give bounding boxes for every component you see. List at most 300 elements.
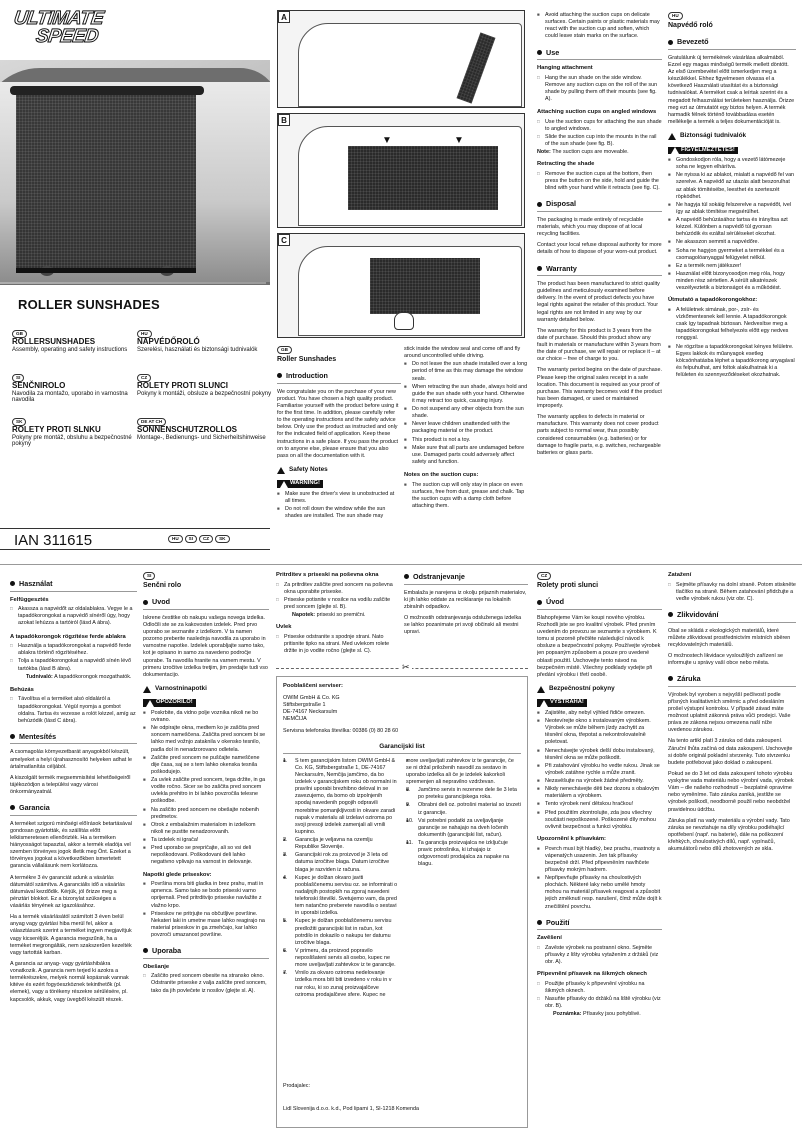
list-item: □ Akassza a napvédőt az oldalablakra. Vegye le a tapadókorongokat a napvédő sínéről úgy, hogy azokat lehúzza a tartóiról (lásd A ábra). [10, 606, 137, 627]
figure-panel-a [277, 10, 525, 108]
retailer-block [283, 1083, 523, 1113]
item-text: Jamčimo servis in rezervne dele še 3 leta po preteku garancijskega roka. [418, 787, 517, 801]
note-text: A tapadókorongok mozgathatók. [54, 673, 132, 680]
list-item: ■ This product is not a toy. [404, 437, 528, 444]
list-item [406, 802, 521, 816]
warning-triangle-icon [280, 481, 288, 488]
item-number: ■ 5. [283, 918, 288, 925]
panel-letter: B [278, 114, 290, 126]
bottom-rail [16, 268, 196, 273]
warning-triangle-icon [277, 467, 285, 474]
paragraph: Iskrene čestitke ob nakupu vašega novega izdelka. Odločili ste se za kakovosten izdelek. Pred prvo uporabo se seznanite z izdelkom. V ta namen pozorno preberite naslednja navodila za uporabo in varnostne napotke. Izdelek uporabljajte samo tako, kot je opisano in samo za navedeno področje uporabe. Ta navodila hranite na varnem mestu. V primeru izročitve izdelka tretjim, jim predajte tudi vso dokumentacijo. [143, 614, 268, 678]
item-number: ■ 3. [283, 852, 288, 859]
section-heading [537, 597, 662, 610]
cz-column [537, 572, 662, 1128]
cz-cont-column [668, 572, 796, 1128]
list-item: ■ A felületnek simának, por-, zsír- és vízkőmentesnek kell lennie. A tapadókorongok csak így tapadnak biztosan. Nedvesítse meg a tapadókorongokat felhelyezés előtt egy nedves ronggyal. [668, 307, 796, 343]
warning-triangle-icon [537, 686, 545, 693]
list-item: ■ Nepřipevňujte přísavky na choulostivých plochách. Některé laky nebo umělé hmoty mohou na materiál přísavek reagovat a způsobit jejich změknutí resp. narušení, čímž může dojít k znečištění povrchu. [537, 875, 662, 911]
bullet-icon [277, 373, 282, 378]
list-item: ■ A napvédő behúzásához tartsa és irányítsa azt kézzel. Különben a napvédő túl gyorsan behúzódik és ezáltal sérüléseket okozhat. [668, 217, 796, 238]
ian-badge: SI [185, 535, 197, 543]
list-item: □ Priseske potisnite v nosilce na vodilu zaščite pred soncem (glejte sl. B). [276, 597, 399, 611]
list-item [406, 818, 521, 839]
list-item: □ Nasuňte přísavky do držáků na liště výrobku (viz obr. B). [537, 996, 662, 1010]
lang-hu [137, 330, 277, 353]
item-text: Kupec je dolžan pooblaščenemu servisu predložiti garancijski list in račun, kot potrdilo in dokazilo o nakupu ter datumu izročitve blaga. [295, 918, 392, 946]
lang-badge: HU [137, 330, 152, 338]
paragraph: We congratulate you on the purchase of your new product. You have chosen a high quality product. Familiarise yourself with the product before using it for the first time. In addition, please carefully refer to the operating instructions and the safety advice below. Only use the product as instructed and only for the indicated field of application. Keep these instructions in a safe place. If you pass the product on to anyone else, please ensure that you also pass on all the documentation with it. [277, 388, 399, 459]
bullet-icon [537, 920, 542, 925]
sunshade-mesh [16, 92, 196, 272]
item-text: Vrnilo za okvaro oziroma nedelovanje izdelka mora biti biti izvedeno v roku in v nar roku, ki so zunaj proizvajalčeve oziroma prodajalčeve sfere. Kupec ne [295, 970, 392, 998]
panel-letter: C [278, 234, 290, 246]
list-item: ■ Do not suspend any other objects from the sun shade. [404, 406, 528, 420]
lang-gb [12, 330, 132, 353]
bullet-icon [10, 581, 15, 586]
list-item [406, 840, 521, 869]
list-item [283, 852, 398, 873]
list-item: ■ Nenechávejte výrobek delší dobu instalovaný, těsnění okna se může poškodit. [537, 748, 662, 762]
list-item: □ Zavěste výrobek na postranní okno. Sejměte přísavky z lišty výrobku vytažením z držáků (viz obr. A). [537, 945, 662, 966]
warning-text: FIGYELMEZTETÉS! [681, 146, 735, 153]
gb-column-1 [277, 346, 401, 558]
address-line: OWIM GmbH & Co. KG [283, 694, 340, 701]
item-text: Garancijski rok za proizvod je 3 leta od datuma izročitve blaga. Datum izročitve blaga je razviden iz računa. [295, 852, 390, 873]
paragraph: O možnostech likvidace vysloužilých zařízení se informujte u správy vaší obce nebo města. [668, 652, 784, 667]
guarantee-card [276, 676, 528, 1128]
safety-heading [537, 685, 662, 693]
subheading: Hanging attachment [537, 65, 593, 71]
list-item: ■ The suction cup will only stay in place on even surfaces, free from dust, grease and chalk. Tap the suction cups with a damp cloth before attaching them. [404, 482, 528, 511]
product-title: ROLLER SUNSHADES [18, 297, 160, 312]
section-title: Garancia [19, 803, 50, 813]
lang-title: ROLLERSUNSHADES [12, 337, 96, 347]
si-cont-right [404, 572, 528, 662]
paragraph: Záruka platí na vady materiálu a výrobní vady. Tato záruka se nevztahuje na díly výrobku podléhající opotřebení (např. na baterie), dále na poškození křehkých, choulostivých dílů, např. vypínačů, akumulátorů nebo dílů zhotovených ze skla. [668, 817, 790, 853]
note [537, 1011, 662, 1018]
subheading: Napotki glede priseskov: [143, 871, 212, 878]
list-item: ■ Tento výrobek není dětskou hračkou! [537, 801, 662, 808]
list-item [406, 758, 521, 787]
note [537, 149, 662, 156]
section-heading [537, 264, 662, 277]
paragraph: Embalaža je narejena iz okolju prijaznih materialov, ki jih lahko oddate za reciklaranje na lokalnih zbiralnih odpadkov. [404, 589, 527, 610]
section-title: Záruka [677, 674, 701, 684]
note-label: Napotek: [292, 612, 316, 619]
list-item: ■ Ne odpirajte okna, medtem ko je zaščita pred soncem nameščena. Zaščita pred soncem bi se lahko med vožnjo zataknila v okensko tesnilo, padla dol in nenadzorovano odletela. [143, 725, 269, 754]
ian-badge: CZ [199, 535, 213, 543]
list-item: □ Priseske odstranite s spodnje strani. Nato pritisnite tipko na strani. Med uvlekom rolete držite in jo vodite ročno (glejte sl. C). [276, 634, 399, 655]
section-heading [143, 946, 269, 959]
list-item: ■ Make sure that all parts are undamaged before use. Damaged parts could adversely affect safety and function. [404, 445, 528, 466]
list-item: ■ Na zaščito pred soncem ne obešajte nobenih predmetov. [143, 807, 269, 821]
section-heading [537, 918, 662, 931]
bullet-icon [404, 574, 409, 579]
lang-sub: Montage-, Bedienungs- und Sicherheitshinweise [137, 434, 266, 441]
warning-triangle-icon [671, 147, 679, 154]
paragraph: The warranty for this product is 3 years from the date of purchase. Should this product show any fault in materials or manufacture within 3 years from the date of purchase, we will repair or replace it – at our choice – free of charge to you. [537, 327, 661, 363]
paragraph: A termékre 3 év garanciát adunk a vásárlás dátumától számítva. A garanciális idő a vásárlás dátumával kezdődik. Kérjük, jól őrizze meg a pénztári blokkot. Ez a bizonylat szükséges a vásárlás tényének az igazolásához. [10, 874, 125, 910]
safety-heading [277, 466, 401, 474]
ian-badges [168, 535, 230, 543]
gb-title: Roller Sunshades [277, 356, 337, 363]
lang-de [137, 418, 277, 441]
warning-label [668, 147, 738, 155]
lang-badge: CZ [137, 374, 151, 382]
list-item: ■ Površina mora biti gladka in brez prahu, mati in apnenca. Samo tako se bodo priseski varno oprijemali. Pred pritrditvijo priseske navlažite z vlažno krpo. [143, 881, 269, 910]
paragraph: A kiszolgált termék megsemmisítési lehetőségeiről tájékozódjon a települési vagy városi önkormányzatnál. [10, 774, 131, 796]
section-title: Használat [19, 579, 53, 588]
note [276, 612, 399, 619]
lang-sub: Pokyny pre montáž, obsluhu a bezpečnostné pokyny [12, 434, 132, 448]
warning-triangle-icon [143, 686, 151, 693]
subheading: Retracting the shade [537, 161, 595, 168]
lang-badge: SI [12, 374, 24, 382]
section-title: Bevezető [677, 37, 709, 47]
section-title: Use [546, 47, 560, 57]
item-text: Garancija je veljavna na ozemlju Republike Slovenije. [295, 837, 373, 851]
list-item: ■ Ta izdelek ni igrača! [143, 837, 269, 844]
retailer-label: Prodajalec: [283, 1083, 310, 1089]
guarantee-list-left [283, 758, 398, 1000]
safety-heading [668, 132, 796, 140]
list-item: ■ Ne akasszon semmit a napvédőre. [668, 239, 796, 246]
subheading: Obešanje [143, 963, 170, 970]
section-heading [404, 572, 528, 585]
paragraph: The product has been manufactured to strict quality guidelines and meticulously examined before delivery. In the event of product defects you have legal rights against the retailer of this product. Your legal rights are not limited in any way by our warranty detailed below. [537, 281, 660, 323]
lang-badge: DE AT CH [137, 418, 166, 426]
subheading: A tapadókorongok rögzítése ferde ablakra [10, 633, 126, 640]
list-item: □ Remove the suction cups at the bottom, then press the button on the side, hold and guide the blind with your hand while it retracts (see fig. C). [537, 171, 662, 192]
bullet-icon [537, 266, 542, 271]
section-title: Uvod [152, 597, 170, 607]
subheading: Felfüggesztés [10, 596, 49, 603]
section-heading [537, 48, 662, 61]
section-heading [668, 610, 796, 623]
gb-column-3 [537, 12, 662, 560]
figure-panel-c [277, 233, 525, 338]
ian-number: IAN 311615 [14, 532, 93, 549]
list-item: ■ Před použitím zkontrolujte, zda jsou všechny součásti nepoškozené. Poškozené díly mohou ovlivnit bezpečnost a funkci výrobku. [537, 810, 662, 831]
section-title: Použití [546, 917, 570, 927]
bullet-icon [668, 676, 673, 681]
si-column [143, 572, 269, 1128]
hand-icon [394, 312, 414, 330]
section-title: Warranty [546, 263, 577, 273]
item-number: ■ 6. [283, 947, 288, 954]
subheading: Pooblaščeni serviser: [283, 683, 343, 689]
address-line: NEMČIJA [283, 716, 307, 723]
section-heading [277, 371, 401, 384]
list-item: ■ Priseskov ne pritrjujte na občutljive površine. Nekateri laki in umetne mase lahko reagirajo na material priseskov in ga zmehčajo, kar lahko povzroči umazanost površine. [143, 911, 269, 940]
lang-title: NAPVÉDŐROLÓ [137, 337, 200, 347]
list-item: ■ Do not roll down the window while the sun shades are installed. The sun shade may [277, 506, 401, 520]
bullet-icon [10, 805, 15, 810]
item-number: ■ 1. [283, 757, 288, 764]
list-item: ■ Zaščite pred soncem ne puščajte nameščene dije časa, saj se s tem lahko okenska tesnila poškodujejo. [143, 755, 269, 776]
list-item: ■ Otrok z embalažnim materialom in izdelkom nikoli ne pustite nenadzorovanih. [143, 822, 269, 836]
lang-badge: SI [143, 572, 155, 580]
subheading: Behúzás [10, 686, 34, 693]
warning-label [537, 699, 587, 707]
paragraph: A terméket szigorú minőségi előírások betartásával gondosan gyártották, és szállítás előtt lelkiismeretesen ellenőrizték. Ha a terméken hiányosságot tapasztal, akkor a termék eladója vel szemben törvényes jogok illetik meg Önt. Ezeket a törvényes jogokat a következőkben ismertetett garancia vállalásunk nem korlátozza. [10, 820, 132, 870]
lang-sub: Navodila za montažo, uporabo in varnostna navodila [12, 390, 128, 404]
list-item: ■ Soha ne hagyjon gyermeket a termékkel és a csomagolóanyaggal felügyelet nélkül. [668, 248, 796, 262]
bullet-icon [10, 734, 15, 739]
section-title: Uporaba [152, 946, 182, 956]
sunshade-drawing [370, 258, 480, 314]
section-title: Mentesítés [19, 731, 57, 741]
note-text: The suction cups are moveable. [552, 149, 629, 156]
paragraph: The warranty applies to defects in material or manufacture. This warranty does not cover product parts subject to normal wear, thus possibly considered consumables (e.g. batteries) or for damage to fragile parts, e.g. switches, rechargeable batteries or glass parts. [537, 414, 661, 456]
list-item [283, 948, 398, 969]
subheading: Pritrditev s priseski na poševna okna [276, 572, 379, 578]
section-title: Varnostninapotki [155, 684, 207, 692]
guarantee-columns [283, 758, 521, 1000]
lang-title: ROLETY PROTI SLUNCI [137, 381, 228, 391]
paragraph: Gratulálunk új termékének vásárlása alkalmából. Ezzel egy magas minőségű termék mellett döntött. Az első üzembevétel előtt ismerkedjen meg a készülékkel. Ehhez figyelmesen olvassa el a következő Használati utasítást és a biztonsági tudnivalókat. A terméket csak a leírtak szerint és a megadott felhasználási területeken használja. Őrizze meg ezt az útmutatót egy biztos helyen. A termék harmadik félnek történő továbbadása esetén mellékelje a termék a teljes dokumentációját is. [668, 54, 795, 125]
sunshade-roller [10, 86, 204, 95]
list-item: ■ Nezavěšujte na výrobek žádné předměty. [537, 778, 662, 785]
subheading: Upozornění k přísavkám: [537, 835, 606, 842]
list-item: ■ Avoid attaching the suction cups on delicate surfaces. Certain paints or plastic materials may react with the suction cup and soften, which could leave stain marks on the surface. [537, 12, 662, 41]
list-item: □ Za pritrditev zaščite pred soncem na poševna okna uporabite priseske. [276, 582, 399, 596]
lang-title: SONNENSCHUTZROLLOS [137, 425, 237, 435]
panel-letter: A [278, 11, 290, 23]
item-text: V primeru, da proizvod popravilo neposlišateni servis ali osebo, kupec ne more uveljavljati zahtevkov iz te garancije. [295, 947, 396, 969]
section-title: Úvod [546, 597, 564, 607]
arrow-down-icon: ▼ [454, 135, 464, 146]
section-heading [537, 199, 662, 212]
paragraph: A garancia az anyag- vagy gyártáshibákra vonatkozik. A garancia nem terjed ki azokra a termékrészekre, melyek normál kopásnak vannak kitéve és ezért fogyóeszköznek tekinthetők (pl. elemek), vagy a törékeny részekre sérülésére, pl. kapcsolók, akkuk, vagy üvegből készült részek. [10, 960, 129, 1003]
paragraph: A csomagolás környezetbarát anyagokból készült, amelyeket a helyi újrahasznosító helyeken adhat le ártalmatlanítás céljából. [10, 749, 132, 770]
bullet-icon [668, 40, 673, 45]
bullet-icon [537, 50, 542, 55]
section-title: Disposal [546, 199, 576, 209]
subheading: Připevnění přísavek na šikmých oknech [537, 971, 647, 978]
lang-title: ROLETY PROTI SLNKU [12, 425, 101, 435]
paragraph: O možnostih odstranjevanja odsluženega izdelka se lahko pozanimate pri svoji občinski ali mestni upravi. [404, 614, 522, 636]
sunshade-drawing [348, 146, 498, 210]
section-heading [10, 579, 137, 592]
list-item: ■ Za uvlek zaščite pred soncem, tega držite, in ga vodite ročno. Sicer se bo zaščita pred soncem uvlekla prehitro in bi lahko povzročila telesne poškodbe. [143, 777, 269, 806]
note-label: Poznámka: [553, 1011, 582, 1018]
section-title: Safety Notes [289, 465, 328, 473]
list-item: ■ Gondoskodjon róla, hogy a vezető látómezeje soha ne legyen elhárítva. [668, 157, 796, 171]
item-number: ■ 2. [283, 837, 288, 844]
lang-badge: CZ [537, 572, 551, 580]
hu-title: Napvédő roló [668, 22, 713, 30]
list-item: ■ When retracting the sun shade, always hold and guide the sun shade with your hand. Otherwise it may retract too quick, causing injury. [404, 384, 528, 405]
warning-triangle-icon [540, 700, 548, 707]
list-item: ■ Ne rögzítse a tapadókorongokat kényes felületre. Egyes lakkok és műanyagok esetleg kölcsönhatásba léphet a tapadókorong anyagával és felpuhulhat, ami foltok alakulhatnak ki a felületen és szennyeződéseket okozhatnak. [668, 344, 796, 380]
list-item [406, 787, 521, 801]
list-item: □ Použijte přísavky k připevnění výrobku na šikmých oknech. [537, 981, 662, 995]
si-title: Senčni rolo [143, 582, 182, 590]
section-heading [10, 732, 137, 745]
list-item: ■ Při zatahování výrobku ho vedte rukou. Jinak se výrobek zatáhne rychle a může zranit. [537, 763, 662, 777]
list-item [283, 970, 398, 999]
cover [0, 0, 270, 560]
list-item: □ Use the suction cups for attaching the sun shade to angled windows. [537, 119, 662, 133]
subheading: Attaching suction cups on angled windows [537, 109, 657, 116]
item-text: S tem garancijskim listom OWIM GmbH & Co. KG, Stiftsbergstraße 1, DE-74167 Neckarsulm, Nemčija jamčimo, da bo izdelek v garancijskem roku ob normalni in pravilni uporabi brezhibno deloval in se zavezujemo, da bomo ob izpolnjenih spodaj navedenih pogojih odpravili morebitne pomanjkljivosti in okvare zaradi napak v materialu ali izdelavi oziroma po svoji presoji izdelek zamenjali ali vrnili kupnino. [295, 757, 397, 835]
list-item [283, 875, 398, 918]
address-line: DE-74167 Neckarsulm [283, 708, 338, 715]
ian-badge: SK [215, 535, 229, 543]
retailer-address: Lidl Slovenija d.o.o. k.d., Pod lipami 1, SI-1218 Komenda [283, 1106, 420, 1113]
list-item: ■ Povrch musí být hladký, bez prachu, mastnoty a vápenatých usazenin. Jen tak přísavky bezpečně drží. Před připevněním navlhčete přísavky mokrým hadrem. [537, 846, 662, 875]
lang-cz [137, 374, 277, 397]
ian-badge: HU [168, 535, 183, 543]
lang-title: SENČNIROLO [12, 381, 66, 391]
paragraph: Pokud se do 3 let od data zakoupení tohoto výrobku vyskytne vada materiálu nebo výrobní vada, výrobek Vám – dle našeho rozhodnutí – bezplatně opravíme nebo vyměníme. Tato záruka zaniká, jestliže se výrobek poškodí, neodborně použil nebo neobdržel pravidelnou údržbu. [668, 770, 794, 813]
list-item: ■ Használat előtt bizonyosodjon meg róla, hogy minden rész sértetlen. A sérült alkatrészek veszélyeztetik a biztonságot és a működést. [668, 271, 796, 292]
cz-title: Rolety proti slunci [537, 582, 599, 590]
logo-line2: SPEED [34, 26, 100, 47]
item-number: ■ 8. [406, 787, 411, 794]
list-item: □ Távolítsa el a terméket alsó oldaláról a tapadókorongokat. Végül nyomja a gombot oldalra. Tartsa és vezesse a rolót kézzel, amíg az behúzódik (lásd C ábra). [10, 696, 137, 725]
address-line: Stiftsbergstraße 1 [283, 701, 326, 708]
item-text: Vsi potrebni podatki za uveljavljanje garancije se nahajajo na dveh ločenih dokumentih (garancijski list, račun). [418, 817, 509, 838]
bullet-icon [537, 600, 542, 605]
list-item: ■ Neotevírejte okno s instalovaným výrobkem. Výrobek se může během jízdy zachytit za těsnění okna, třepotat a nekontrolovatelně poletovat. [537, 718, 662, 747]
list-item: ■ Ne hagyja túl sokáig felszerelve a napvédőt, ivel így az ablak tömítése megsérülhet. [668, 202, 796, 216]
bullet-icon [143, 948, 148, 953]
guarantee-heading: Garancijski list [283, 743, 521, 753]
list-item: ■ Ne nyissa ki az ablakot, mialatt a napvédő fel van szerelve. A napvédő az utazás alatt beszorulhat az ablak tömítésébe, leesthet és szerteszét röpködhet. [668, 172, 796, 201]
language-list [12, 330, 272, 480]
lang-sub: Pokyny k montáži, obsluze a bezpečnostní pokyny [137, 390, 272, 397]
warning-text: OPOZORILO! [156, 699, 193, 706]
list-item: □ Slide the suction cup into the mounts in the rail of the sun shade (see fig. B). [537, 134, 662, 148]
item-text: Ta garancija proizvajalca ne izključuje pravic potrošnika, ki izhajajo iz odgovornosti prodajalca za napake na blagu. [418, 840, 510, 868]
note-label: Tudnivaló: [26, 673, 53, 680]
list-item: ■ Do not leave the sun shade installed over a long period of time as this may damage the window seals. [404, 361, 528, 382]
section-title: Bezpečnostní pokyny [549, 684, 615, 692]
list-item: ■ Pred uporabo se prepričajte, ali so vsi deli nepoškodovani. Poškodovani deli lahko negativno vplivajo na varnost in delovanje. [143, 845, 269, 866]
list-item [283, 918, 398, 947]
item-number: ■ 4. [283, 874, 288, 881]
list-item: ■ Make sure the driver's view is unobstructed at all times. [277, 491, 401, 505]
list-item: ■ Never leave children unattended with the packaging material or the product. [404, 421, 528, 435]
si-cont-left [276, 572, 399, 662]
warning-triangle-icon [146, 700, 154, 707]
list-item: ■ Zajistěte, aby nebyl výhled řidiče omezen. [537, 710, 662, 717]
item-number: ■ 10. [406, 817, 414, 824]
gb-column-2 [404, 346, 528, 558]
safety-heading [143, 685, 269, 693]
brand-logo [14, 10, 134, 52]
list-item: □ Hang the sun shade on the side window. Remove any suction cups on the roll of the sun shade by pulling them off their mounts (see fig. A). [537, 75, 662, 104]
cover-photo [0, 60, 270, 285]
paragraph: Ha a termék vásárlásától számított 3 éven belül anyag vagy gyártási hiba merül fel, akkor a választásunk szerint a terméket ingyen megjavítjuk vagy kicseréljük. A garancia megszűnik, ha a terméket megrongálták, nem szakszerűen kezelték vagy tartották karban. [10, 914, 132, 956]
warning-label [143, 699, 196, 707]
service-phone: Servisna telefonska številka: 00386 (0) 80 28 60 [283, 728, 399, 735]
ian-bar [0, 528, 270, 550]
paragraph: Blahopřejeme Vám ke koupi nového výrobku. Rozhodli jste se pro kvalitní výrobek. Před prvním uvedením do provozu se seznamte s výrobkem. K tomu si pozorně přečtěte následující návod k obsluze a bezpečnostní pokyny. Používejte výrobek jen popsaným způsobem a pouze pro uvedené oblasti použití. Uschovejte tento návod na bezpečném místě. Všechny podklady vydejte při předání výrobku i třetí osobě. [537, 614, 661, 678]
hu-cont-column [10, 572, 137, 1128]
bullet-icon [143, 600, 148, 605]
paragraph: Contact your local refuse disposal authority for more details of how to dispose of your worn-out product. [537, 242, 662, 256]
item-number: ■ 7. [283, 970, 288, 977]
warning-triangle-icon [668, 133, 676, 140]
page-divider [0, 564, 802, 565]
item-text: Kupec je dolžan okvaro javiti pooblaščenemu servisu oz. se informirati o nadaljnjih postopkih na zgoraj navedeni telefonski številki. Svetujemo vam, da pred tem natančno preberete navodila o sestavi in uporabi izdelka. [295, 874, 398, 917]
scissors-icon: ✂ [402, 662, 410, 672]
subheading: Zatažení [668, 572, 692, 578]
note-text: priseski so premični. [316, 612, 366, 619]
list-item [283, 758, 398, 836]
warning-label [277, 480, 323, 488]
service-address [283, 695, 521, 724]
bullet-icon [537, 202, 542, 207]
list-item: ■ Ez a termék nem játékszer! [668, 263, 796, 270]
lang-badge: GB [12, 330, 27, 338]
lang-sk [12, 418, 132, 448]
item-number: ■ 9. [406, 802, 411, 809]
note-text: Přísavky jsou pohyblivé. [582, 1011, 641, 1018]
section-title: Introduction [286, 371, 328, 381]
subheading: Útmutató a tapadókorongokhoz: [668, 297, 758, 304]
section-title: Biztonsági tudnivalók [680, 132, 747, 140]
paragraph: stick inside the window seal and come off and fly around uncontrolled while driving. [404, 346, 521, 360]
lang-si [12, 374, 132, 404]
warning-text: WARNING! [290, 480, 320, 487]
paragraph: The warranty period begins on the date of purchase. Please keep the original sales receipt in a safe location. This document is required as your proof of purchase. This warranty becomes void if the product has been damaged, or used or maintained improperly. [537, 367, 662, 410]
section-heading [143, 597, 269, 610]
logo-line1: ULTIMATE [12, 8, 105, 29]
lang-sub: Assembly, operating and safety instructions [12, 346, 128, 353]
list-item: □ Zaščito pred soncem obesite na stransko okno. Odstranite priseske z valja zaščite pred soncem, tako da jih povlečete iz nosilov (glejte sl. A). [143, 973, 269, 994]
paragraph: The packaging is made entirely of recyclable materials, which you may dispose of at local recycling facilities. [537, 216, 644, 238]
guarantee-list-right [406, 758, 521, 1000]
paragraph: Obal se skládá z ekologických materiálů, které můžete zlikvidovat prostřednictvím místních sběren recyklovatelných materiálů. [668, 627, 791, 648]
subheading: Notes on the suction cups: [404, 472, 479, 478]
lang-sub: Szerelési, használati és biztonsági tudnivalók [137, 346, 258, 353]
paragraph: Výrobek byl vyroben s nejvyšší pečlivostí podle přísných kvalitativních směrnic a před odesláním prošel výstupní kontrolou. V případě závad máte možnost uplatnit zákonná práva vůči prodejci. Vaše práva ze zákona nejsou omezena naší níže uvedenou zárukou. [668, 691, 791, 734]
subheading: Uvlek [276, 624, 292, 631]
paragraph: Na tento artikl platí 3 záruka od data zakoupení. Záruční lhůta začíná od data zakoupení. Uschovejte si dobře originál pokladní stvrzenky. Tuto stvrzenku budete potřebovat jako doklad o zakoupení. [668, 738, 793, 766]
figure-panel-b [277, 113, 525, 228]
list-item: ■ Nikdy nenechávejte děti bez dozoru s obalovým materiálem a výrobkem. [537, 786, 662, 800]
list-item: □ Tolja a tapadókorongokat a napvédő sínén lévő tartókba (lásd B ábra). [10, 658, 137, 672]
list-item: □ Használja a tapadókorongokat a napvédő ferde ablakra történő rögzítéséhez. [10, 643, 137, 657]
subheading: Zavěšení [537, 935, 562, 942]
gb-title-row [277, 346, 401, 354]
note-label: Note: [537, 149, 551, 156]
list-item: □ Sejměte přísavky na dolní straně. Potom stiskněte tlačítko na straně. Během zatahování přidržujte a veďte výrobek rukou (viz obr. C). [668, 582, 796, 603]
item-number: ■ 11. [406, 840, 414, 847]
note [10, 674, 137, 681]
section-heading [668, 674, 796, 687]
item-text: more uveljavljati zahtevkov iz te garancije, če se ni držal priloženih navodil za sestavo in uporabo izdelka ali če je izdelek kakorkoli spremenjen ali nepravilno vzdrževan. [406, 757, 514, 786]
hu-column [668, 12, 796, 560]
section-title: Odstranjevanje [413, 572, 465, 581]
arrow-down-icon: ▼ [382, 135, 392, 146]
warning-text: VÝSTRAHA! [550, 699, 584, 706]
section-title: Zlikvidování [677, 610, 719, 620]
section-heading [668, 37, 796, 50]
lang-badge: GB [277, 346, 292, 354]
bullet-icon [668, 612, 673, 617]
list-item: ■ Poskrbite, da vidno polje voznika nikoli ne bo ovirano. [143, 710, 269, 724]
item-text: Obrabni deli oz. potrošni material so izvzeti iz garancije. [418, 802, 521, 816]
list-item [283, 837, 398, 851]
section-heading [10, 803, 137, 816]
lang-badge: SK [12, 418, 26, 426]
